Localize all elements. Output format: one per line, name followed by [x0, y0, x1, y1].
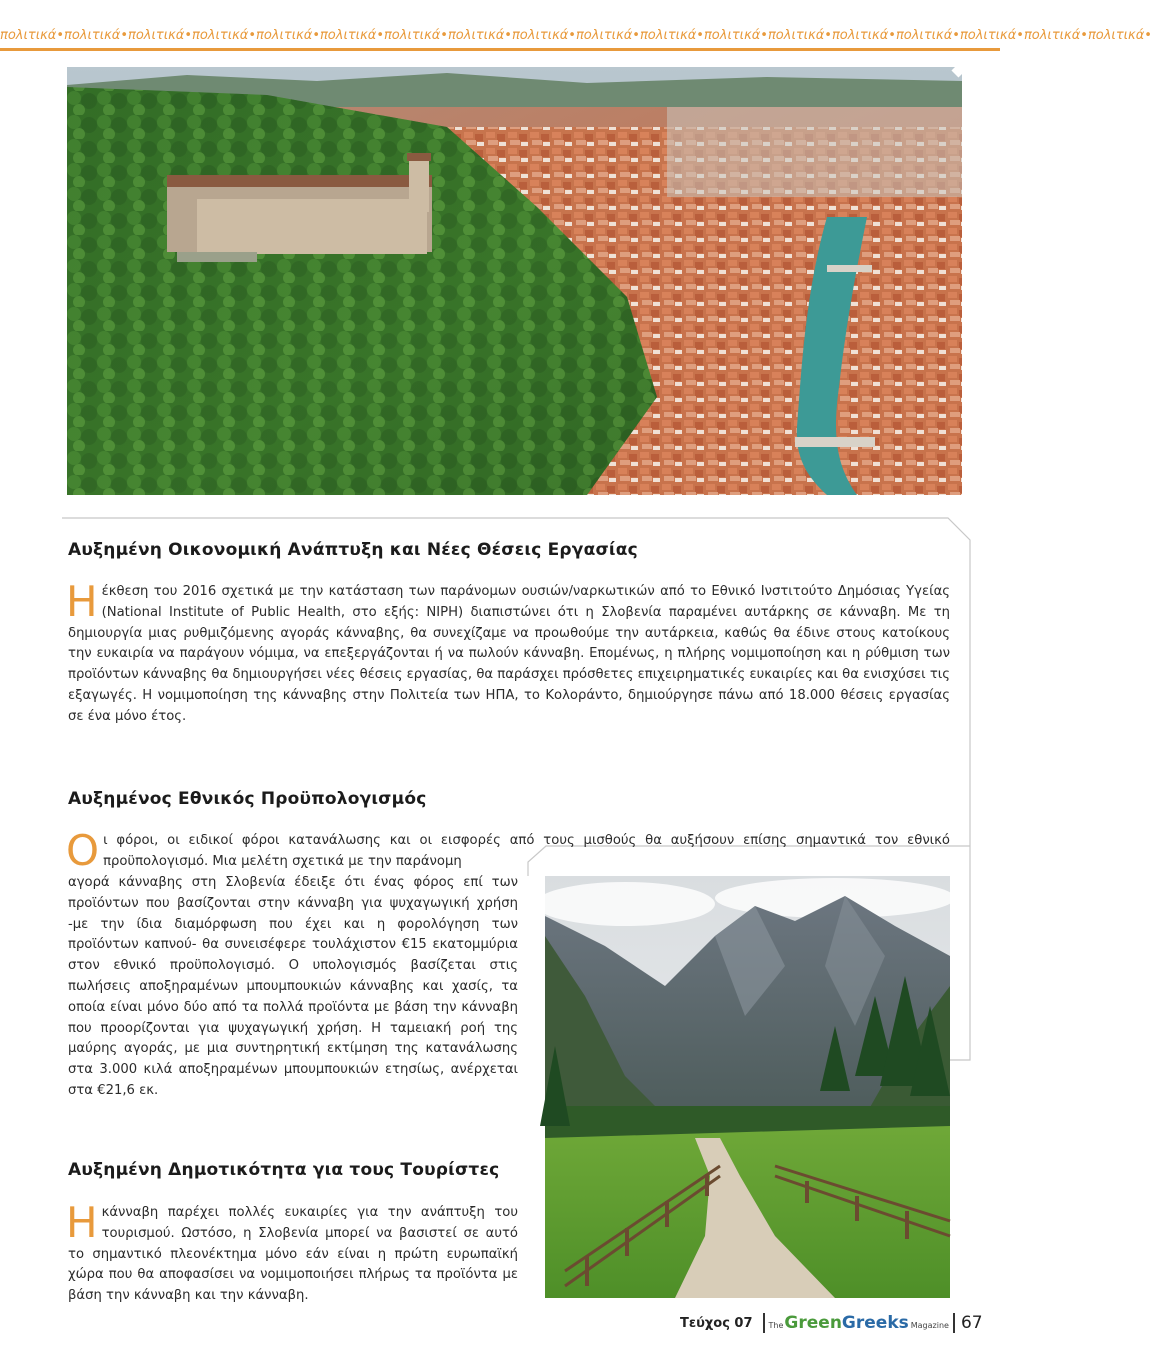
section-text: κάνναβη παρέχει πολλές ευκαιρίες για την ανάπτυξη του τουρισμού. Ωστόσο, η Σλοβενία μπορεί να βασιστεί σε αυτό το σημαντικό πλεονέκτημα μόνο εάν είναι η πρώτη ευρωπαϊκή χώρα που θα αποφασίσει να νομιμοποιήσει πλήρως τα προϊόντα με βάση την κάνναβη και την κάνναβη. — [68, 1205, 518, 1304]
logo-magazine: Magazine — [910, 1321, 949, 1330]
section-heading-tourism: Αυξημένη Δημοτικότητα για τους Τουρίστες — [68, 1160, 500, 1180]
logo-greeks: Greeks — [841, 1313, 909, 1333]
page-footer — [680, 1310, 983, 1336]
section-text: ι φόροι, οι ειδικοί φόροι κατανάλωσης και οι εισφορές από τους μισθούς θα αυξήσουν επίσης σημαντικά τον εθνικό προϋπολογισμό. Μια μελέτη σχετικά με την παράνομη — [103, 833, 950, 869]
logo-the: The — [768, 1321, 784, 1330]
section-heading-economic-growth: Αυξημένη Οικονομική Ανάπτυξη και Νέες Θέσεις Εργασίας — [68, 540, 638, 560]
section-body-national-budget-intro — [66, 826, 950, 875]
logo-green: Green — [784, 1313, 842, 1333]
issue-label: Τεύχος 07 — [680, 1315, 753, 1331]
section-body-national-budget-column: αγορά κάνναβης στη Σλοβενία έδειξε ότι ένας φόρος επί των προϊόντων που βασίζονται στην κάνναβη για ψυχαγωγική χρήση -με την ίδια διαμόρφωση που έχει και η φορολόγηση των προϊόντων καπνού- θα συνεισέφερε τουλάχιστον €15 εκατομμύρια στον εθνικό προϋπολογισμό. Ο υπολογισμός βασίζεται στις πωλήσεις αποξηραμένων μπουμπουκιών κάνναβης και χασίς, τα οποία είναι μόνο δύο από τα πολλά προϊόντα με βάση την κάνναβη που προορίζονται για ψυχαγωγική χρήση. Η ταμειακή ροή της μαύρης αγοράς, με μια συντηρητική εκτίμηση της κατανάλωσης στα 3.000 κιλά αποξηραμένων μπουμπουκιών ετησίως, ανέρχεται στα €21,6 εκ. — [68, 875, 518, 1098]
section-body-tourism — [66, 1198, 518, 1307]
header-strip — [0, 26, 1152, 51]
section-text: έκθεση του 2016 σχετικά με την κατάσταση των παράνομων ουσιών/ναρκωτικών από το Εθνικό Ινστιτούτο Δημόσιας Υγείας (National Institute of Public Health, στο εξής: NIPH) διαπιστώνει ότι η Σλοβενία παραμένει αυτάρκης σε κάνναβη. Με τη δημιουργία μιας ρυθμιζόμενης αγοράς κάνναβης, θα συνεχίζαμε να προωθούμε την αυτάρκεια, καθώς θα έδινε στους κατοίκους την ευκαιρία να παράγουν νόμιμα, να επεξεργάζονται ή να πωλούν κάνναβη. Επομένως, η πλήρης νομιμοποίηση και η ρύθμιση των προϊόντων κάνναβης θα δημιουργήσει νέες θέσεις εργασίας, θα παράσχει πρόσθετες επιχειρηματικές ευκαιρίες και θα ενισχύσει τις εξαγωγές. Η νομιμοποίηση της κάνναβης στην Πολιτεία των ΗΠΑ, το Κολοράντο, δημιούργησε πάνω από 18.000 θέσεις εργασίας σε ένα μόνο έτος. — [68, 584, 950, 724]
mountain-valley-photo — [545, 876, 950, 1298]
city-aerial-photo — [67, 67, 962, 495]
section-heading-national-budget: Αυξημένος Εθνικός Προϋπολογισμός — [68, 789, 427, 809]
dropcap: Ο — [66, 826, 100, 875]
page-number: 67 — [960, 1313, 983, 1333]
header-repeat-text: πολιτικά•πολιτικά•πολιτικά•πολιτικά•πολιτικά•πολιτικά•πολιτικά•πολιτικά•πολιτικά•πολιτικά•πολιτικά•πολιτικά•πολιτικά•πολιτικά•πολιτικά•πολιτικά•πολιτικά•πολιτικά• — [0, 28, 1152, 43]
section-body-economic-growth — [66, 577, 950, 728]
footer-divider — [953, 1313, 955, 1333]
dropcap: Η — [66, 577, 98, 626]
dropcap: Η — [66, 1198, 98, 1247]
footer-divider — [763, 1313, 765, 1333]
magazine-logo — [769, 1313, 949, 1333]
